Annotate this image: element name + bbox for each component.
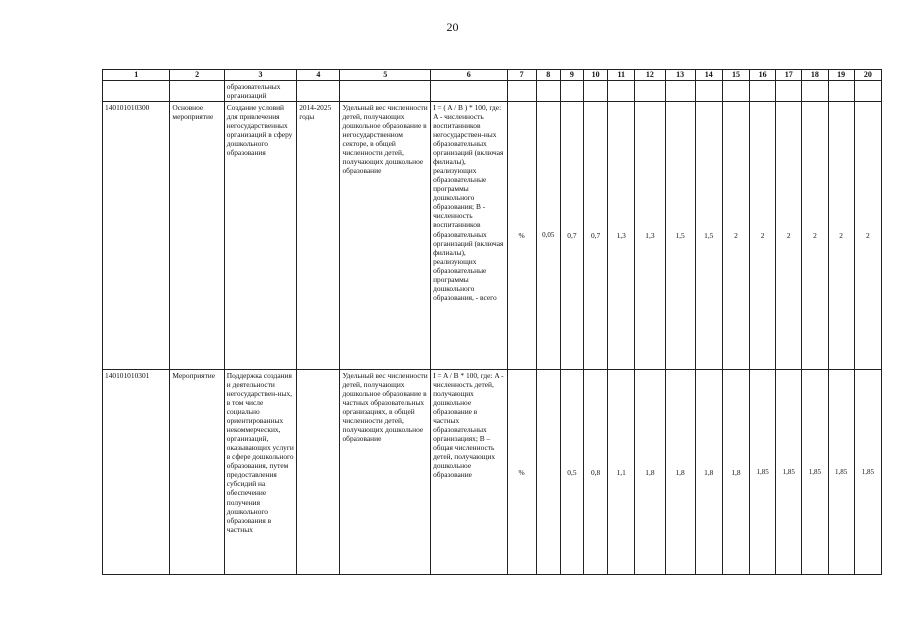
table-row [103, 370, 882, 575]
indicator-cell: Удельный вес численности детей, получающих дошкольное образование в частных образовательных организациях, в общей численности детей, получающих дошкольное образование [340, 370, 431, 575]
value-cell: 0,5 [560, 370, 583, 575]
value-cell: 1,3 [635, 102, 665, 370]
value-cell: 1,3 [608, 102, 635, 370]
column-number-row [103, 70, 882, 81]
value-cell: 1,5 [695, 102, 722, 370]
period-cell: 2014-2025 годы [297, 102, 340, 370]
column-number: 3 [224, 70, 296, 81]
name-cell: Создание условий для привлечения негосударственных организаций в сферу дошкольного образования [224, 102, 296, 370]
column-number: 1 [103, 70, 170, 81]
value-cell: 1,1 [608, 370, 635, 575]
column-number: 10 [584, 70, 608, 81]
column-number: 13 [665, 70, 695, 81]
page-number: 20 [446, 20, 459, 34]
unit-cell: % [507, 370, 536, 575]
name-cell: Поддержка создания и деятельности негосударствен-ных, в том числе социально ориентированных некоммерческих, организаций, оказывающих услуги в сфере дошкольного образования, путем предоставления субсидий на обеспечение получения дошкольного образования в частных [224, 370, 296, 575]
value-cell: 2 [750, 102, 776, 370]
value-cell: 1,85 [802, 370, 828, 575]
value-cell: 2 [722, 102, 749, 370]
column-number: 12 [635, 70, 665, 81]
indicator-cell: Удельный вес численности детей, получающих дошкольное образование в негосударственном секторе, в общей численности детей, получающих дошкольное образование [340, 102, 431, 370]
column-number: 15 [722, 70, 749, 81]
value-cell: 2 [854, 102, 881, 370]
value-cell: 2 [802, 102, 828, 370]
column-number: 2 [170, 70, 224, 81]
formula-cell: I = A / B * 100, где: A - численность детей, получающих дошкольное образование в частных образовательных организациях; B – общая численность детей, получающих дошкольное образование [431, 370, 507, 575]
value-cell: 0,7 [560, 102, 583, 370]
value-cell: 2 [776, 102, 802, 370]
value-cell: 1,5 [665, 102, 695, 370]
type-cell: Основное мероприятие [170, 102, 224, 370]
column-number: 11 [608, 70, 635, 81]
value-cell: 1,85 [828, 370, 854, 575]
column-number: 16 [750, 70, 776, 81]
value-cell: 0,7 [584, 102, 608, 370]
code-cell: 140101010301 [103, 370, 170, 575]
value-cell: 1,85 [854, 370, 881, 575]
value-cell: 1,8 [665, 370, 695, 575]
unit-cell: % [507, 102, 536, 370]
code-cell: 140101010300 [103, 102, 170, 370]
value-cell [536, 370, 560, 575]
column-number: 5 [340, 70, 431, 81]
column-number: 18 [802, 70, 828, 81]
continuation-row [103, 81, 882, 102]
value-cell: 2 [828, 102, 854, 370]
column-number: 8 [536, 70, 560, 81]
continued-name-cell: образовательных организаций [224, 81, 296, 102]
column-number: 14 [695, 70, 722, 81]
period-cell [297, 370, 340, 575]
column-number: 19 [828, 70, 854, 81]
indicators-table [102, 69, 882, 575]
column-number: 9 [560, 70, 583, 81]
table-row [103, 102, 882, 370]
value-cell: 0,05 [536, 102, 560, 370]
value-cell: 1,8 [635, 370, 665, 575]
formula-cell: I = ( A / B ) * 100, где: A - численность воспитанников негосударствен-ных образовательных организаций (включая филиалы), реализующих образовательные программы дошкольного образования; B - численность воспитанников образовательных организаций (включая филиалы), реализующих образовательные программы дошкольного образования, - всего [431, 102, 507, 370]
value-cell: 1,8 [722, 370, 749, 575]
column-number: 20 [854, 70, 881, 81]
value-cell: 1,85 [776, 370, 802, 575]
value-cell: 1,8 [695, 370, 722, 575]
value-cell: 1,85 [750, 370, 776, 575]
column-number: 4 [297, 70, 340, 81]
column-number: 6 [431, 70, 507, 81]
value-cell: 0,8 [584, 370, 608, 575]
column-number: 7 [507, 70, 536, 81]
type-cell: Мероприятие [170, 370, 224, 575]
column-number: 17 [776, 70, 802, 81]
